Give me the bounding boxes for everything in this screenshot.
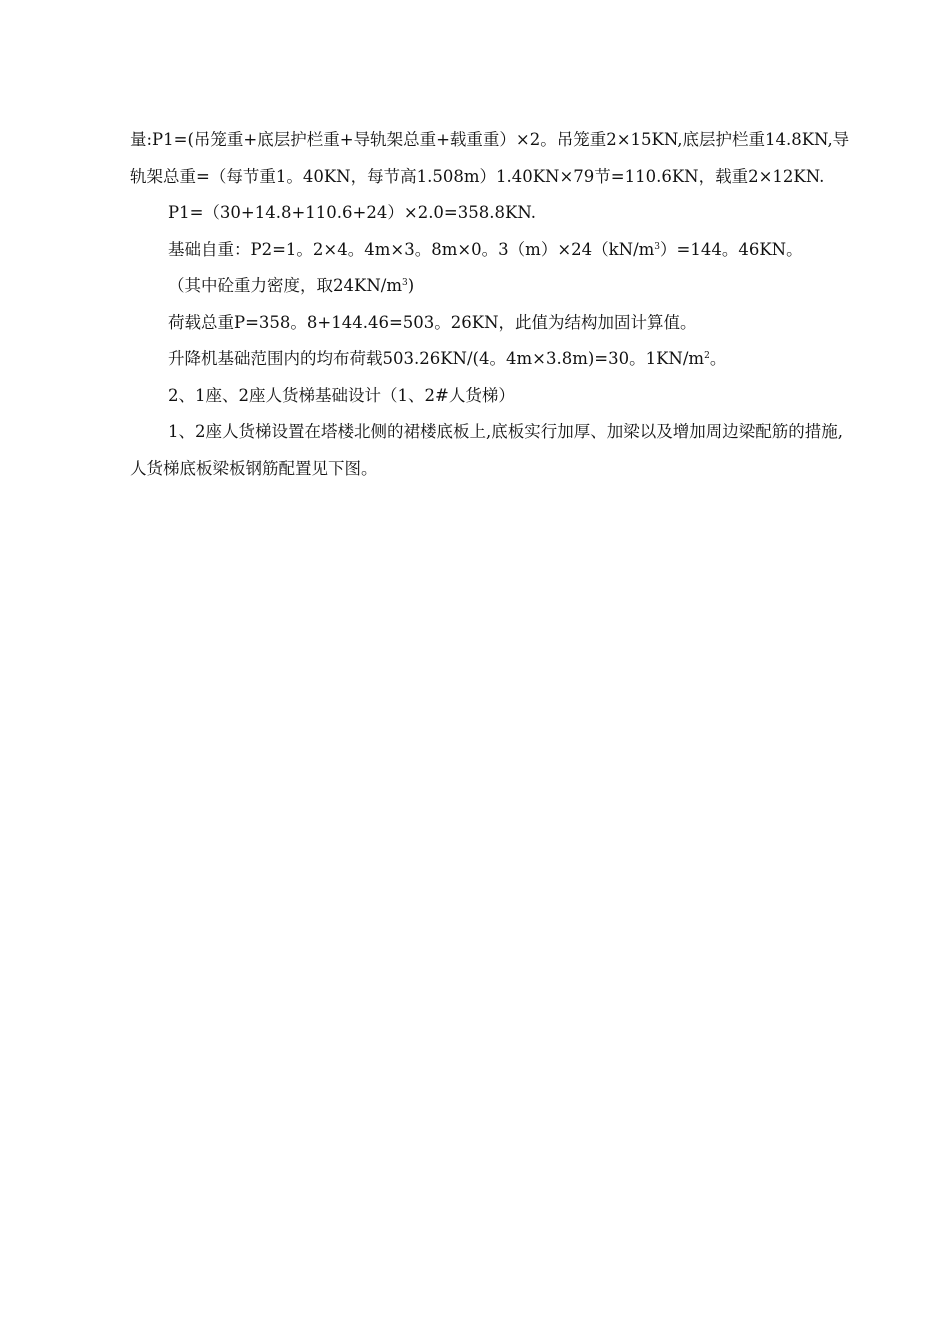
paragraph-text: 量:P1=(吊笼重+底层护栏重+导轨架总重+载重重）×2。吊笼重2×15KN,底层护栏重14.8KN,导轨架总重=（每节重1。40KN，每节高1.508m）1.40KN×79节=110.6KN，载重2×12KN. xyxy=(130,130,850,186)
paragraph-text: 荷载总重P=358。8+144.46=503。26KN，此值为结构加固计算值。 xyxy=(168,312,697,332)
superscript-exponent: 3 xyxy=(401,278,408,288)
heading-text: 2、1座、2座人货梯基础设计（1、2#人货梯） xyxy=(168,385,515,405)
paragraph-text: 。 xyxy=(709,349,727,368)
paragraph-load-formula xyxy=(130,122,852,195)
paragraph-p1-calculation xyxy=(130,195,852,232)
paragraph-text: ) xyxy=(407,276,415,295)
paragraph-text: 升降机基础范围内的均布荷载503.26KN/(4。4m×3.8m)=30。1KN/m xyxy=(168,349,705,368)
paragraph-section-body xyxy=(130,414,852,487)
paragraph-text: P1=（30+14.8+110.6+24）×2.0=358.8KN. xyxy=(168,203,536,222)
paragraph-concrete-density xyxy=(130,268,852,305)
paragraph-text: 1、2座人货梯设置在塔楼北侧的裙楼底板上,底板实行加厚、加梁以及增加周边梁配筋的措施,人货梯底板梁板钢筋配置见下图。 xyxy=(130,422,843,478)
section-heading xyxy=(130,378,852,415)
paragraph-total-load xyxy=(130,305,852,342)
superscript-exponent: 3 xyxy=(654,241,661,252)
paragraph-text: 基础自重：P2=1。2×4。4m×3。8m×0。3（m）×24（kN/m xyxy=(168,239,655,259)
paragraph-text: （其中砼重力密度，取24KN/m xyxy=(168,276,402,295)
paragraph-foundation-weight xyxy=(130,232,852,269)
paragraph-uniform-load xyxy=(130,341,852,378)
paragraph-text: ）=144。46KN。 xyxy=(660,239,803,259)
superscript-exponent: 2 xyxy=(704,351,710,361)
document-body xyxy=(130,122,852,487)
